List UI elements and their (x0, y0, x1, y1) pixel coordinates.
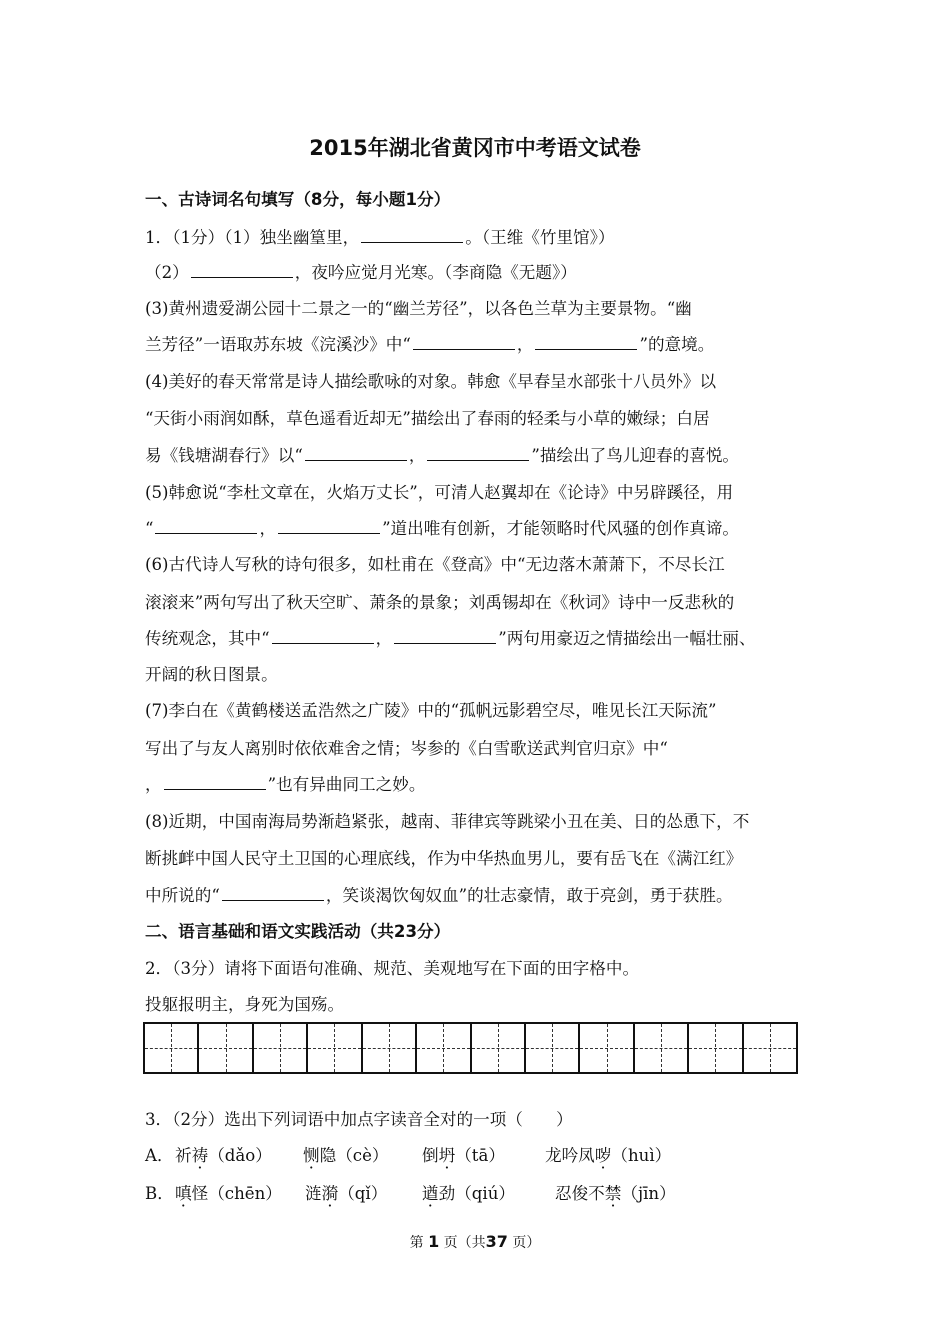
answer-blank[interactable] (413, 348, 515, 350)
answer-blank[interactable] (361, 241, 463, 243)
option-word: 龙吟凤哕（huì） (545, 1146, 672, 1165)
question-line: 传统观念，其中“ ， ”两句用豪迈之情描绘出一幅壮丽、 (145, 629, 756, 648)
question-line: (3)黄州遗爱湖公园十二景之一的“幽兰芳径”，以各色兰草为主要景物。“幽 (145, 299, 692, 318)
question-line: 断挑衅中国人民守土卫国的心理底线，作为中华热血男儿，要有岳飞在《满江红》 (145, 849, 743, 868)
grid-cell[interactable] (526, 1024, 580, 1072)
question-line: “天街小雨润如酥，草色遥看近却无”描绘出了春雨的轻柔与小草的嫩绿；白居 (145, 409, 710, 428)
grid-cell[interactable] (363, 1024, 417, 1072)
question-line: ， ”也有异曲同工之妙。 (145, 775, 426, 794)
grid-cell[interactable] (472, 1024, 526, 1072)
option-word: 祈祷（dǎo） (175, 1146, 272, 1165)
answer-blank[interactable] (427, 459, 529, 461)
grid-cell[interactable] (689, 1024, 743, 1072)
grid-cell[interactable] (199, 1024, 253, 1072)
tianzi-grid[interactable] (143, 1022, 798, 1074)
option-word: 倒坍（tā） (422, 1146, 505, 1165)
question-line: (7)李白在《黄鹤楼送孟浩然之广陵》中的“孤帆远影碧空尽，唯见长江天际流” (145, 701, 717, 720)
answer-blank[interactable] (305, 459, 407, 461)
question-line: 中所说的“ ，笑谈渴饮匈奴血”的壮志豪情，敢于亮剑，勇于获胜。 (145, 886, 733, 905)
question-2-sentence: 投躯报明主，身死为国殇。 (145, 995, 345, 1014)
option-word: 恻隐（cè） (303, 1146, 389, 1165)
answer-blank[interactable] (164, 788, 266, 790)
answer-blank[interactable] (535, 348, 637, 350)
answer-blank[interactable] (394, 642, 496, 644)
grid-cell[interactable] (308, 1024, 362, 1072)
question-line: 滚滚来”两句写出了秋天空旷、萧条的景象；刘禹锡却在《秋词》诗中一反悲秋的 (145, 593, 735, 612)
option-word: 涟漪（qǐ） (305, 1184, 388, 1203)
option-b[interactable] (145, 1180, 810, 1204)
option-label: B． (145, 1184, 174, 1203)
page-title: 2015年湖北省黄冈市中考语文试卷 (309, 136, 641, 160)
question-line: (5)韩愈说“李杜文章在，火焰万丈长”，可清人赵翼却在《论诗》中另辟蹊径，用 (145, 483, 734, 502)
option-word: 忍俊不禁（jīn） (555, 1184, 676, 1203)
grid-cell[interactable] (580, 1024, 634, 1072)
question-line: （2） ，夜吟应觉月光寒。（李商隐《无题》） (145, 263, 577, 282)
question-line: 写出了与友人离别时依依难舍之情；岑参的《白雪歌送武判官归京》中“ (145, 739, 668, 758)
grid-cell[interactable] (744, 1024, 796, 1072)
answer-blank[interactable] (222, 899, 324, 901)
question-2: 2．（3分）请将下面语句准确、规范、美观地写在下面的田字格中。 (145, 959, 640, 978)
question-line: 1．（1分）（1）独坐幽篁里， 。（王维《竹里馆》） (145, 228, 615, 247)
option-word: 遒劲（qiú） (422, 1184, 515, 1203)
grid-cell[interactable] (635, 1024, 689, 1072)
page-footer: 第 1 页（共37 页） (409, 1232, 541, 1251)
section-1-heading: 一、古诗词名句填写（8分，每小题1分） (145, 190, 451, 209)
grid-cell[interactable] (145, 1024, 199, 1072)
answer-blank[interactable] (272, 642, 374, 644)
grid-cell[interactable] (417, 1024, 471, 1072)
question-line: (4)美好的春天常常是诗人描绘歌咏的对象。韩愈《早春呈水部张十八员外》以 (145, 372, 717, 391)
grid-cell[interactable] (254, 1024, 308, 1072)
answer-blank[interactable] (278, 532, 380, 534)
question-3: 3．（2分）选出下列词语中加点字读音全对的一项（ ） (145, 1110, 573, 1129)
option-a[interactable] (145, 1142, 810, 1166)
question-line: “ ， ”道出唯有创新，才能领略时代风骚的创作真谛。 (145, 519, 740, 538)
question-line: 开阔的秋日图景。 (145, 665, 278, 684)
answer-blank[interactable] (191, 276, 293, 278)
question-line: (6)古代诗人写秋的诗句很多，如杜甫在《登高》中“无边落木萧萧下，不尽长江 (145, 555, 725, 574)
option-word: 嗔怪（chēn） (175, 1184, 282, 1203)
question-line: (8)近期，中国南海局势渐趋紧张，越南、菲律宾等跳梁小丑在美、日的怂恿下，不 (145, 812, 750, 831)
option-label: A． (145, 1146, 174, 1165)
section-2-heading: 二、语言基础和语文实践活动（共23分） (145, 922, 451, 941)
question-line: 易《钱塘湖春行》以“ ， ”描绘出了鸟儿迎春的喜悦。 (145, 446, 740, 465)
answer-blank[interactable] (155, 532, 257, 534)
question-line: 兰芳径”一语取苏东坡《浣溪沙》中“ ， ”的意境。 (145, 335, 715, 354)
